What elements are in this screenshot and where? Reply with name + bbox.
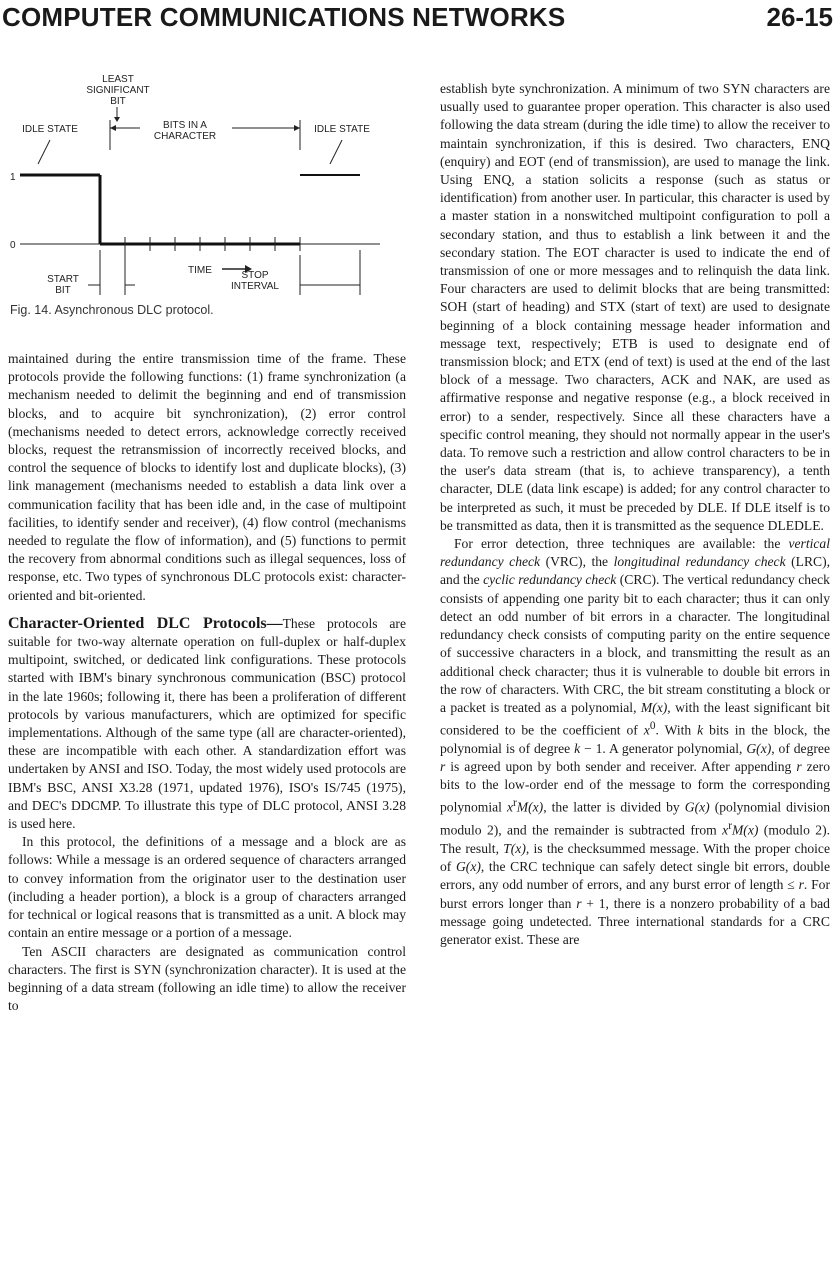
left-paragraph-4: Ten ASCII characters are designated as communication control characters. The first is SYN (synchronization character). It is used at the beginning of a data stream (following an idle time) to allow the receiver to <box>8 943 406 1014</box>
page-number: 26-15 <box>766 2 833 32</box>
left-paragraph-1: maintained during the entire transmission time of the frame. These protocols provide the following functions: (1) frame synchronization (a mechanism needed to delimit the beginning and end of transmission blocks, and to acquire bit synchronization), (2) error control (mechanisms needed to detect errors, acknowledge correctly received blocks, request the retransmission of incorrectly received blocks, and control the sequence of blocks to identify lost and duplicate blocks), (3) link management (mechanisms needed to establish a data link over a communication facility that has been idle and, in the case of multipoint facilities, to identify sender and receiver), (4) flow control (mechanisms needed to regulate the flow of information), and (5) functions to permit the recovery from abnormal conditions such as illegal sequences, loss of response, etc. Two types of synchronous DLC protocols exist: character-oriented and bit-oriented. <box>8 351 406 603</box>
label-least-significant-2: SIGNIFICANT <box>86 85 150 96</box>
label-bits-in-char-2: CHARACTER <box>153 131 217 142</box>
left-paragraph-2-text: These protocols are suitable for two-way alternate operation on full-duplex or half-duplex multipoint, switched, or dedicated link configurations. These protocols started with IBM's binary synchronous communication (BSC) protocol in the late 1960s; following it, there has been a proliferation of different protocols by various manufacturers, which are optimized for specific implementations. Although of the same type (all are character-oriented), these are incompatible with each other. A standardization effort was undertaken by ANSI and ISO. Today, the most widely used protocols are IBM's BSC, ANSI X3.28 (1971, updated 1976), ISO's IS/745 (1975), and DEC's DDCMP. To illustrate this type of DLC protocol, ANSI 3.28 is used here. <box>8 615 406 832</box>
label-bits-in-char-1: BITS IN A <box>163 120 207 131</box>
running-title: COMPUTER COMMUNICATIONS NETWORKS <box>2 2 566 32</box>
left-paragraph-3: In this protocol, the definitions of a message and a block are as follows: While a message is an ordered sequence of characters arranged to convey information from the originator user to the destination user (including a header portion), a block is a group of characters arranged for technical or logical reasons that is transmitted as a unit. A block may contain an entire message or a portion of a message. <box>8 834 406 941</box>
label-level-one: 1 <box>10 172 16 183</box>
section-heading: Character-Oriented DLC Protocols— <box>8 614 283 632</box>
label-level-zero: 0 <box>10 240 16 251</box>
label-start-1: START <box>47 274 79 285</box>
label-start-2: BIT <box>55 285 71 296</box>
right-paragraph-1: establish byte synchronization. A minimum of two SYN characters are usually used to guarantee proper operation. This character is also used following the data stream (during the idle time) to allow the receiver to maintain synchronization, if this is desired. Two characters, ENQ (enquiry) and EOT (end of transmission), are used to manage the link. Using ENQ, a station solicits a response (such as status or identification) from another user. In particular, this character is used by a master station in a nonswitched multipoint configuration to poll a secondary station, and thus to establish a link between it and the secondary station. The EOT character is used to indicate the end of transmission of one or more messages and to relinquish the data link. Four characters are used to delimit blocks that are being transmitted: SOH (start of heading) and STX (start of text) are used to designate beginning of a block containing message header information and message text, respectively; ETB is used to designate end of transmission block; and ETX (end of text) is used at the end of the last block of a message. Two characters, ACK and NAK, are used as affirmative response and negative response (e.g., a block received in error) to a sender, respectively. Since all these characters have a specific control meaning, they should not normally appear in the user's data. To remove such a restriction and allow control characters to be in the user's data stream (that is, to achieve transparency), a tenth character, DLE (data link escape) is added; for any control character to be interpreted as such, it must be preceded by DLE. If DLE itself is to be transmitted as data, then it is transmitted as the sequence DLEDLE. <box>440 81 830 533</box>
label-stop-1: STOP <box>241 270 269 281</box>
figure-caption: Fig. 14. Asynchronous DLC protocol. <box>10 303 214 317</box>
label-least-significant-1: LEAST <box>102 74 134 85</box>
label-least-significant-3: BIT <box>110 96 126 107</box>
label-idle-state-right: IDLE STATE <box>314 124 370 135</box>
label-idle-state-left: IDLE STATE <box>22 124 78 135</box>
figure-asynchronous-dlc <box>0 70 410 300</box>
lsb-arrowhead <box>114 117 120 122</box>
label-stop-2: INTERVAL <box>231 281 279 292</box>
timing-diagram <box>0 70 410 300</box>
right-column <box>440 80 830 949</box>
page-header <box>0 0 839 36</box>
right-paragraph-2: For error detection, three techniques are available: the vertical redundancy check (VRC), the longitudinal redundancy check (LRC), and the cyclic redundancy check (CRC). The vertical redundancy check consists of appending one parity bit to each character; thus it can only detect an odd number of bit errors in a character. The longitudinal redundancy check consists of computing parity on the entire sequence of successive characters in a block, and transmitting the result as an additional check character; thus it is vulnerable to double bit errors in the row of characters. With CRC, the bit stream constituting a block or a packet is treated as a polynomial, M(x), with the least significant bit considered to be the coefficient of $x^0$. With k bits in the block, the polynomial is of degree k − 1. A generator polynomial, G(x), of degree r is agreed upon by both sender and receiver. After appending r zero bits to the low-order end of the message to form the corresponding polynomial $x^rM(x)$, the latter is divided by G(x) (polynomial division modulo 2), and the remainder is subtracted from $x^rM(x)$ (modulo 2). The result, T(x), is the checksummed message. With the proper choice of G(x), the CRC technique can safely detect single bit errors, double errors, any odd number of errors, and any burst error of length ≤ r. For burst errors longer than r + 1, there is a nonzero probability of a bad message going undetected. Three international standards for a CRC generator exist. These are <box>440 536 831 947</box>
label-time: TIME <box>188 265 212 276</box>
left-column <box>8 350 406 1015</box>
